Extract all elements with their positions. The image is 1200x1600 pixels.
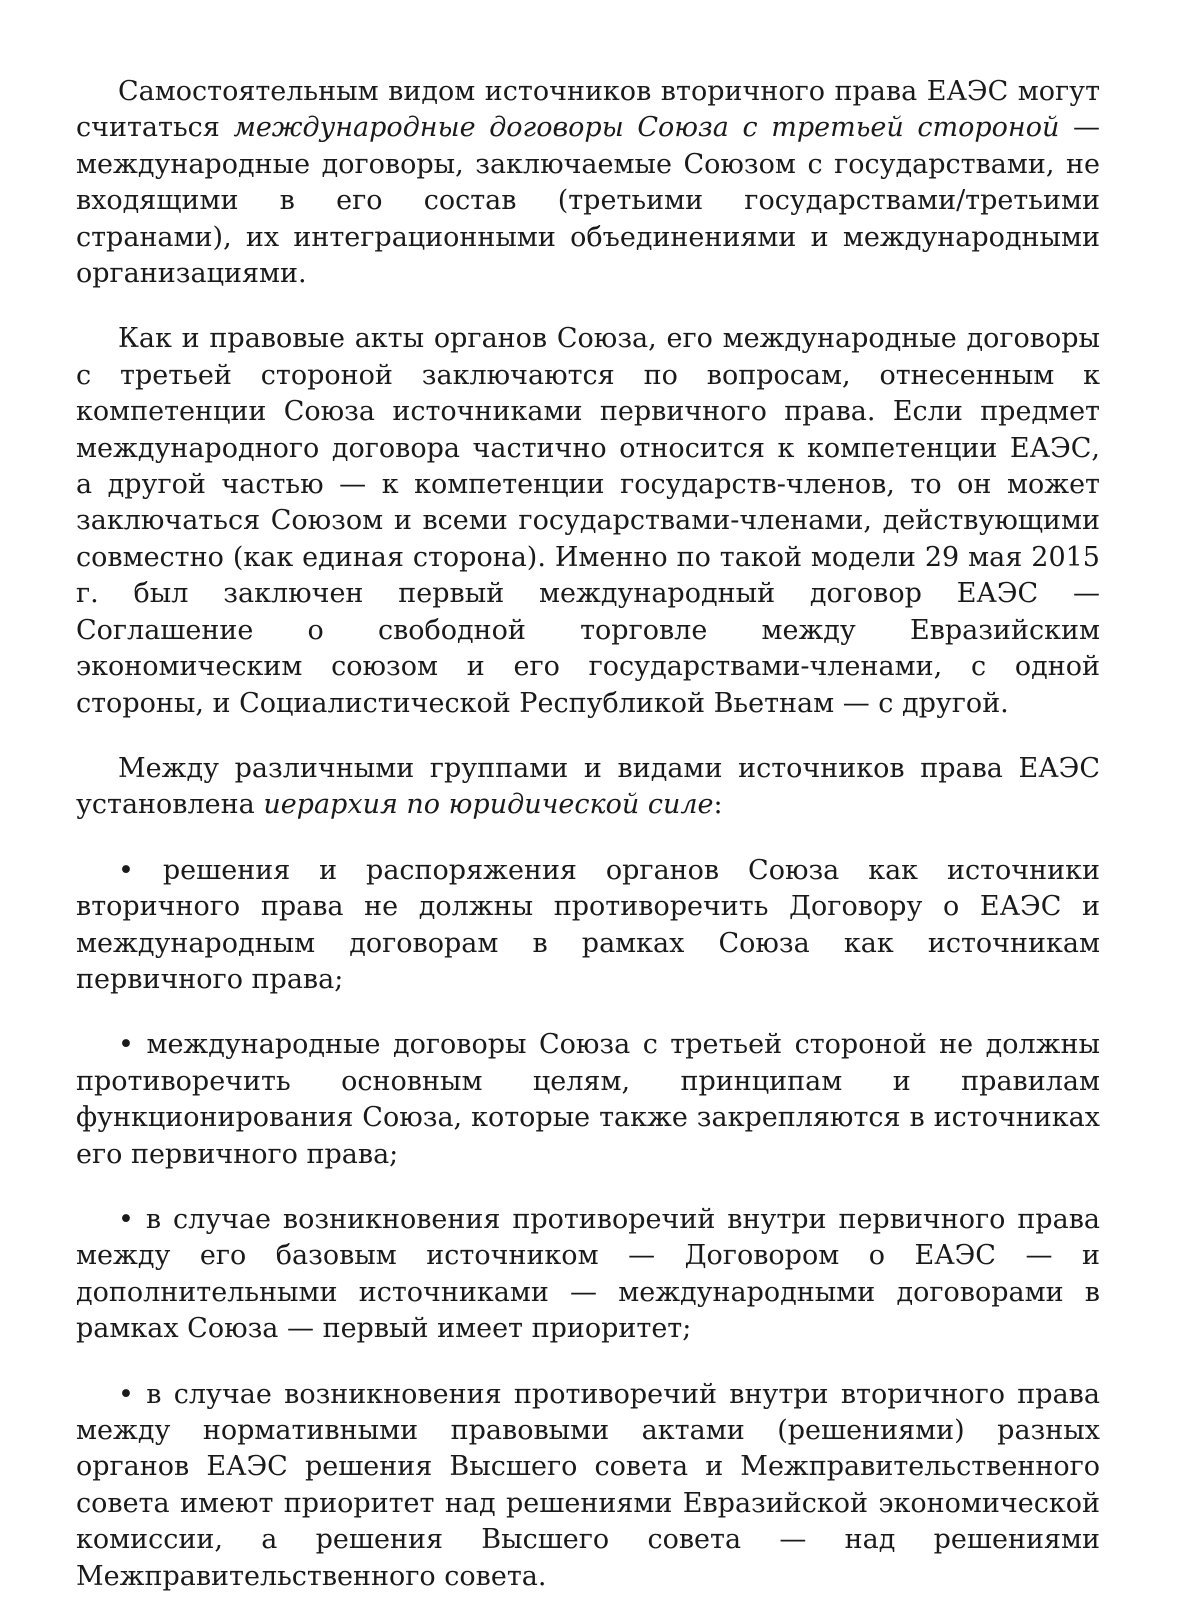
paragraph-1 <box>76 74 1100 292</box>
list-item-3-text: в случае возникновения противоречий внутри первичного права между его базовым источником — Договором о ЕАЭС — и дополнительными источниками — международными договорами в рамках Союза — первый имеет приоритет; <box>76 1203 1100 1345</box>
list-item-4-text: в случае возникновения противоречий внутри вторичного права между нормативными правовыми актами (решениями) разных органов ЕАЭС решения Высшего совета и Межправительственного совета имеют приоритет над решениями Евразийской экономической комиссии, а решения Высшего совета — над решениями Межправительственного совета. <box>76 1378 1100 1592</box>
document-page <box>76 74 1100 1595</box>
paragraph-3-term: иерархия по юридической силе <box>263 789 714 821</box>
list-item-2-text: международные договоры Союза с третьей стороной не должны противоречить основным целям, принципам и правилам функционирования Союза, которые также закрепляются в источниках его первичного права; <box>76 1029 1100 1170</box>
bullet-icon: • <box>118 1378 134 1410</box>
list-item-3 <box>76 1202 1100 1348</box>
list-item-2 <box>76 1027 1100 1173</box>
bullet-icon: • <box>118 1029 134 1061</box>
bullet-icon: • <box>118 854 134 886</box>
paragraph-3-tail: : <box>713 789 723 821</box>
paragraph-2: Как и правовые акты органов Союза, его международные договоры с третьей стороной заключаются по вопросам, отнесенным к компетенции Союза источниками первичного права. Если предмет международного договора частично относится к компетенции ЕАЭС, а другой частью — к компетенции государств-членов, то он может заключаться Союзом и всеми государствами-членами, действующими совместно (как единая сторона). Именно по такой модели 29 мая 2015 г. был заключен первый международный договор ЕАЭС — Соглашение о свободной торговле между Евразийским экономическим союзом и его государствами-членами, с одной стороны, и Социалистической Республикой Вьетнам — с другой. <box>76 323 1100 719</box>
paragraph-1-tail: — международные договоры, заключаемые Союзом с государствами, не входящими в его состав (третьими государствами/третьими странами), их интеграционными объединениями и международными организациями. <box>76 112 1100 290</box>
list-item-4 <box>76 1377 1100 1595</box>
paragraph-1-term: международные договоры Союза с третьей стороной <box>233 112 1060 144</box>
list-item-1-text: решения и распоряжения органов Союза как источники вторичного права не должны противоречить Договору о ЕАЭС и международным договорам в рамках Союза как источникам первичного права; <box>76 854 1100 995</box>
bullet-icon: • <box>118 1203 134 1235</box>
paragraph-1-lead: Самостоятельным видом источников вторичного права ЕАЭС могут считаться <box>76 76 1100 144</box>
paragraph-3-lead: Между различными группами и видами источников права ЕАЭС установлена <box>76 752 1100 821</box>
list-item-1 <box>76 853 1100 999</box>
paragraph-3 <box>76 751 1100 824</box>
